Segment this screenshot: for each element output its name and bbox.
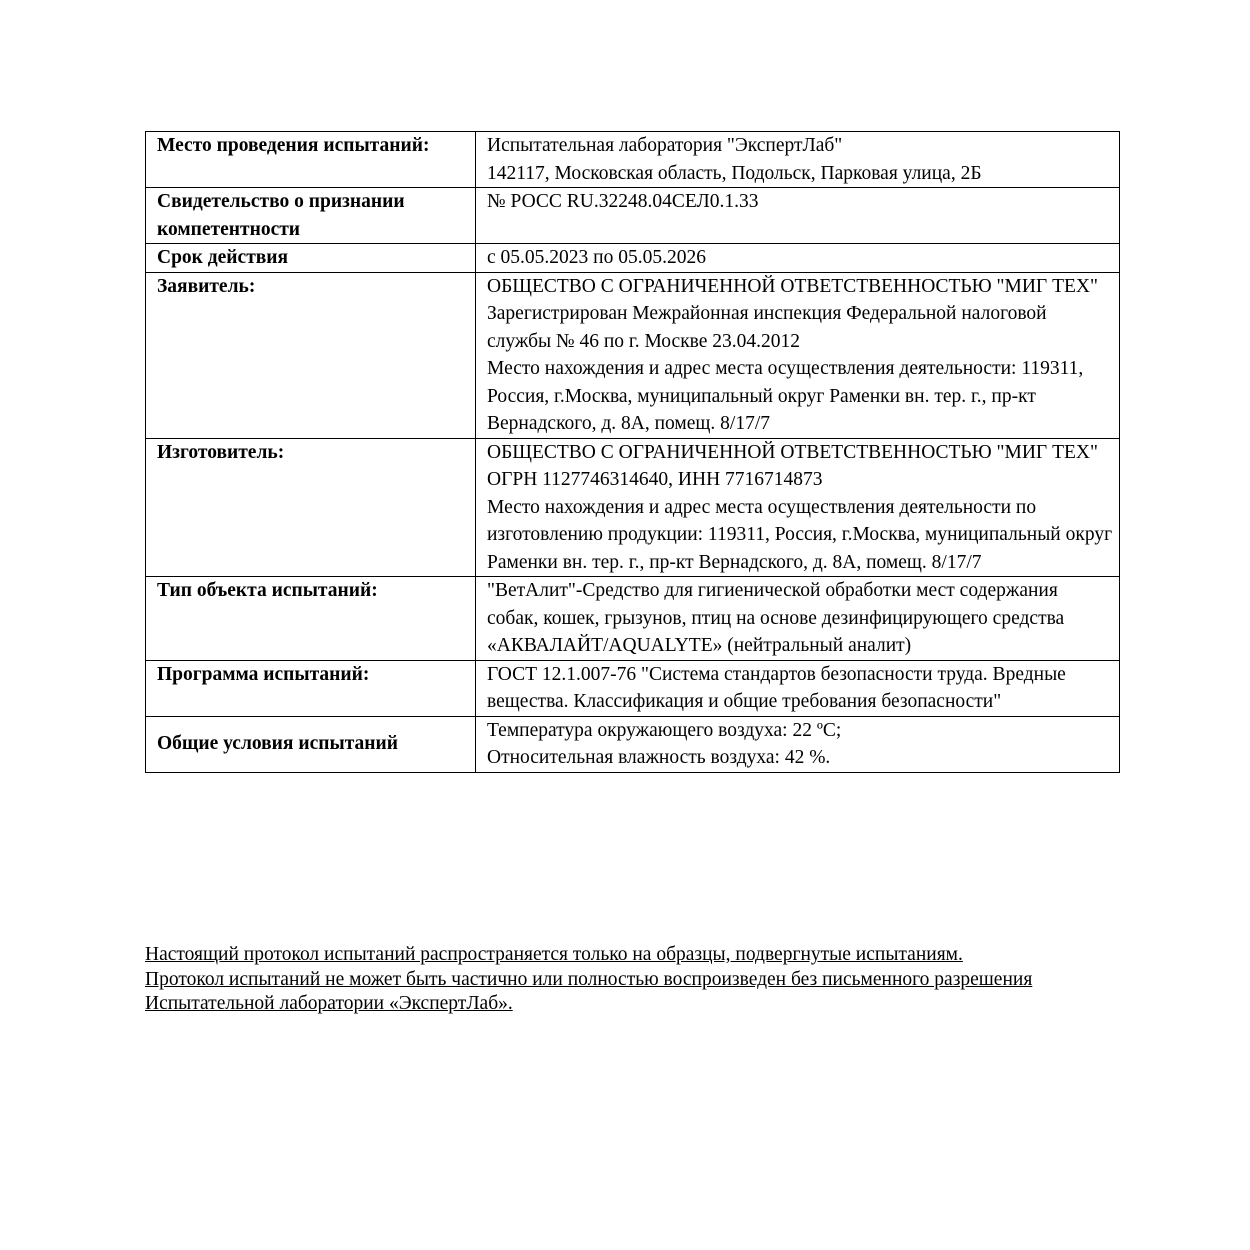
table-row-applicant [146, 272, 1120, 438]
test-conditions-value [476, 716, 1120, 772]
certificate-line: № РОСС RU.32248.04СЕЛ0.1.33 [487, 191, 759, 212]
notice-line: Протокол испытаний не может быть частично или полностью воспроизведен без письменного разрешения [145, 968, 1033, 990]
test-location-line: 142117, Московская область, Подольск, Парковая улица, 2Б [487, 162, 982, 184]
test-program-label: Программа испытаний: [146, 660, 476, 716]
manufacturer-value [476, 438, 1120, 577]
protocol-notice [145, 943, 1125, 1017]
test-location-label: Место проведения испытаний: [146, 132, 476, 188]
certificate-label: Свидетельство о признании компетентности [146, 188, 476, 244]
notice-line: Настоящий протокол испытаний распространяется только на образцы, подвергнутые испытаниям. [145, 944, 963, 965]
applicant-label: Заявитель: [146, 272, 476, 438]
validity-label: Срок действия [146, 244, 476, 273]
certificate-value [476, 188, 1120, 244]
test-program-line: ГОСТ 12.1.007-76 "Система стандартов безопасности труда. Вредные вещества. Классификация и общие требования безопасности" [487, 663, 1066, 712]
applicant-value [476, 272, 1120, 438]
table-row-test-program [146, 660, 1120, 716]
table-row-validity [146, 244, 1120, 273]
test-conditions-label: Общие условия испытаний [146, 716, 476, 772]
manufacturer-line: ОГРН 1127746314640, ИНН 7716714873 [487, 469, 823, 490]
test-info-table [145, 131, 1120, 773]
applicant-line: Зарегистрирован Межрайонная инспекция Федеральной налоговой службы № 46 по г. Москве 23.04.2012 [487, 303, 1047, 352]
table-row-test-object [146, 577, 1120, 661]
test-object-line: "ВетАлит"-Средство для гигиенической обработки мест содержания собак, кошек, грызунов, птиц на основе дезинфицирующего средства «АКВАЛАЙТ/AQUALYTE» (нейтральный аналит) [487, 580, 1065, 656]
validity-value [476, 244, 1120, 273]
test-location-value [476, 132, 1120, 188]
table-row-test-location [146, 132, 1120, 188]
manufacturer-line: ОБЩЕСТВО С ОГРАНИЧЕННОЙ ОТВЕТСТВЕННОСТЬЮ "МИГ ТЕХ" [487, 441, 1098, 463]
applicant-line: Место нахождения и адрес места осуществления деятельности: 119311, Россия, г.Москва, муниципальный округ Раменки вн. тер. г., пр-кт Вернадского, д. 8А, помещ. 8/17/7 [487, 358, 1084, 434]
validity-line: с 05.05.2023 по 05.05.2026 [487, 247, 706, 268]
test-location-line: Испытательная лаборатория "ЭкспертЛаб" [487, 135, 843, 156]
notice-line: Испытательной лаборатории «ЭкспертЛаб». [145, 993, 513, 1014]
test-conditions-line: Температура окружающего воздуха: 22 ºС; [487, 719, 842, 741]
table-row-certificate [146, 188, 1120, 244]
applicant-line: ОБЩЕСТВО С ОГРАНИЧЕННОЙ ОТВЕТСТВЕННОСТЬЮ "МИГ ТЕХ" [487, 275, 1098, 297]
manufacturer-label: Изготовитель: [146, 438, 476, 577]
test-object-label: Тип объекта испытаний: [146, 577, 476, 661]
table-row-manufacturer [146, 438, 1120, 577]
test-conditions-line: Относительная влажность воздуха: 42 %. [487, 747, 831, 768]
test-object-value [476, 577, 1120, 661]
table-row-test-conditions [146, 716, 1120, 772]
manufacturer-line: Место нахождения и адрес места осуществления деятельности по изготовлению продукции: 119311, Россия, г.Москва, муниципальный округ Раменки вн. тер. г., пр-кт Вернадского, д. 8А, помещ. 8/17/7 [487, 496, 1113, 573]
test-program-value [476, 660, 1120, 716]
